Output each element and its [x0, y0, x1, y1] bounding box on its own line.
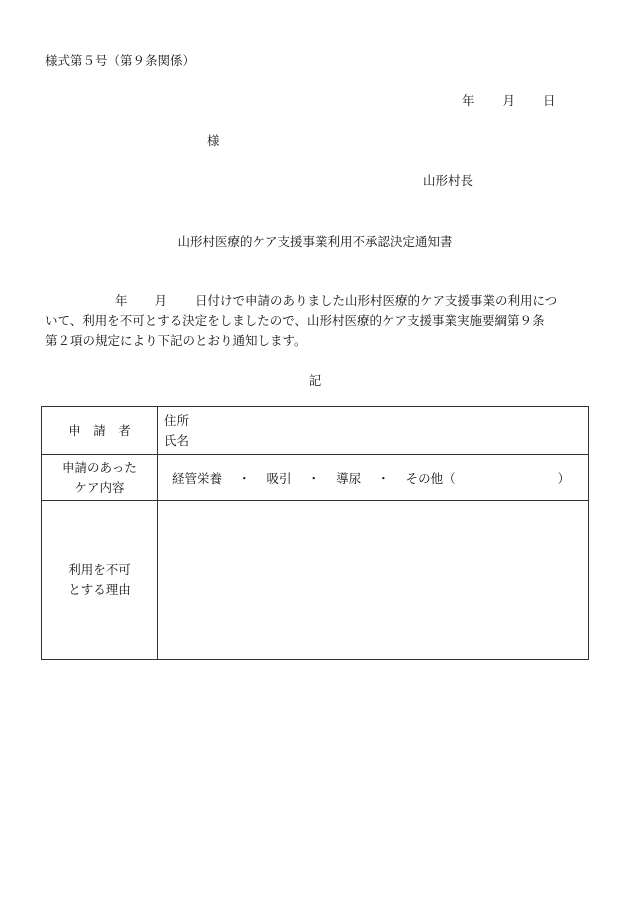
date-line [462, 91, 556, 109]
reason-value [158, 501, 589, 660]
care-label-line-2: ケア内容 [74, 479, 125, 495]
reason-label-line-2: とする理由 [68, 582, 131, 597]
ki-heading: 記 [308, 373, 322, 388]
care-label-line-1: 申請のあった [62, 459, 137, 475]
record-table [41, 406, 589, 660]
care-option-other-close: ） [557, 470, 571, 486]
care-option-other: その他（ [405, 470, 456, 486]
applicant-fields [158, 407, 589, 455]
date-day-label: 日 [543, 93, 556, 108]
notice-body-line-1 [45, 291, 593, 311]
care-option-suction: 吸引 [266, 470, 292, 486]
reason-label [42, 501, 158, 660]
date-year-label: 年 [462, 93, 475, 108]
separator-dot: ・ [238, 470, 251, 486]
notice-body-line-2: いて、利用を不可とする決定をしましたので、山形村医療的ケア支援事業実施要綱第９条 [45, 313, 545, 328]
body-month-label: 月 [154, 293, 168, 308]
care-row [42, 455, 589, 501]
date-month-label: 月 [502, 93, 516, 108]
care-option-catheter: 導尿 [336, 470, 362, 486]
form-number: 様式第５号（第９条関係） [45, 53, 196, 68]
reason-row [42, 501, 589, 660]
issuer-name: 山形村長 [423, 173, 474, 188]
reason-label-line-1: 利用を不可 [68, 562, 131, 577]
separator-dot: ・ [307, 470, 321, 486]
applicant-label: 申 請 者 [42, 407, 158, 455]
applicant-row [42, 407, 589, 455]
addressee-suffix: 様 [207, 133, 220, 148]
care-options [158, 455, 589, 501]
name-label: 氏名 [164, 432, 190, 448]
body-line1-text: 日付けで申請のありました山形村医療的ケア支援事業の利用につ [195, 293, 558, 308]
notice-body-line-3: 第２項の規定により下記のとおり通知します。 [45, 333, 307, 348]
notice-body [45, 291, 593, 351]
document-title: 山形村医療的ケア支援事業利用不承認決定通知書 [177, 234, 453, 249]
care-label [42, 455, 158, 501]
body-year-label: 年 [115, 293, 128, 308]
address-label: 住所 [164, 412, 190, 428]
care-option-tube-feeding: 経管栄養 [172, 470, 223, 486]
separator-dot: ・ [377, 470, 390, 486]
